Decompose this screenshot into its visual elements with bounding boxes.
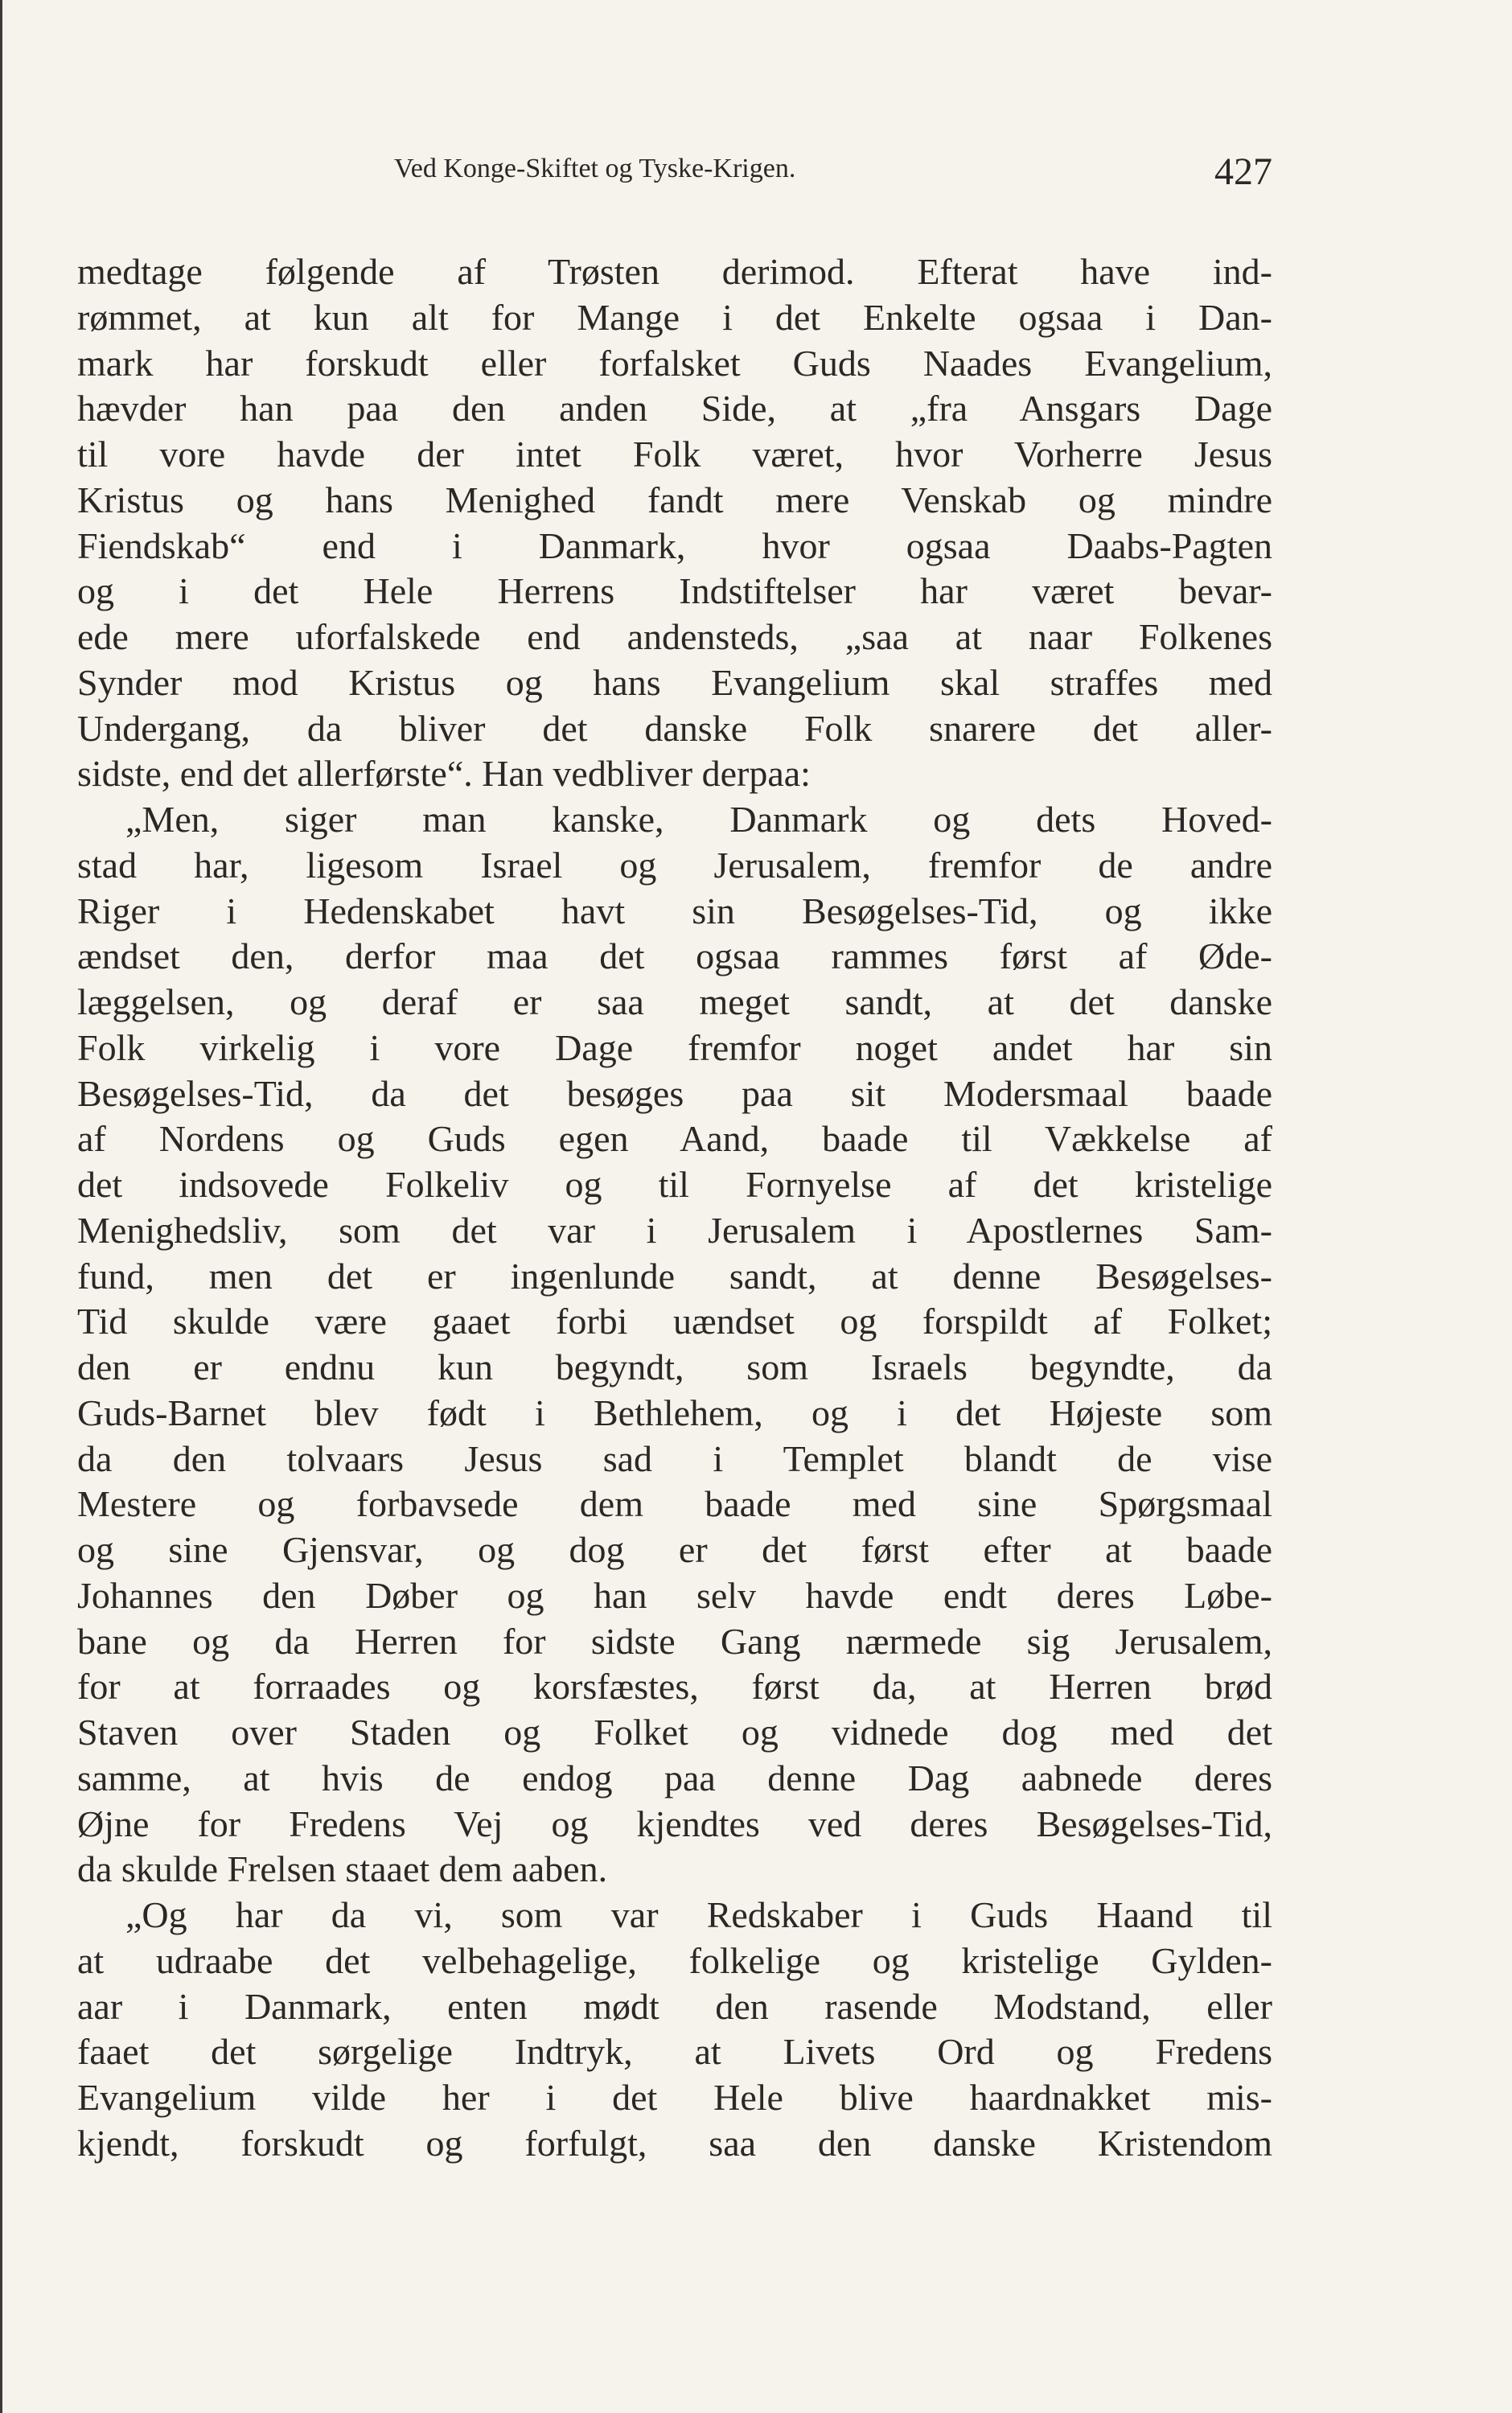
page-number: 427 bbox=[1214, 150, 1272, 193]
text-line: Besøgelses-Tid, da det besøges paa sit Modersmaal baade bbox=[77, 1072, 1272, 1114]
text-line: bane og da Herren for sidste Gang nærmede sig Jerusalem, bbox=[77, 1620, 1272, 1662]
text-line: sidste, end det allerførste“. Han vedbliver derpaa: bbox=[77, 753, 811, 795]
text-line: da skulde Frelsen staaet dem aaben. bbox=[77, 1848, 608, 1890]
text-line: faaet det sørgelige Indtryk, at Livets Ord og Fredens bbox=[77, 2031, 1272, 2073]
text-line: hævder han paa den anden Side, at „fra Ansgars Dage bbox=[77, 388, 1272, 430]
text-line: stad har, ligesom Israel og Jerusalem, fremfor de andre bbox=[77, 844, 1272, 886]
body-text bbox=[77, 249, 1272, 2167]
text-line: Staven over Staden og Folket og vidnede dog med det bbox=[77, 1712, 1272, 1753]
text-line: Fiendskab“ end i Danmark, hvor ogsaa Daabs-Pagten bbox=[77, 524, 1272, 566]
page-header bbox=[77, 150, 1272, 209]
running-title: Ved Konge-Skiftet og Tyske-Krigen. bbox=[394, 154, 796, 183]
text-line: medtage følgende af Trøsten derimod. Efterat have ind- bbox=[77, 251, 1272, 292]
text-line: mark har forskudt eller forfalsket Guds Naades Evangelium, bbox=[77, 342, 1272, 384]
text-line: Guds-Barnet blev født i Bethlehem, og i det Højeste som bbox=[77, 1391, 1272, 1433]
text-line: samme, at hvis de endog paa denne Dag aabnede deres bbox=[77, 1757, 1272, 1798]
text-line: Riger i Hedenskabet havt sin Besøgelses-Tid, og ikke bbox=[77, 890, 1272, 931]
text-line: og sine Gjensvar, og dog er det først efter at baade bbox=[77, 1529, 1272, 1570]
paragraph-start-line: „Men, siger man kanske, Danmark og dets Hoved- bbox=[125, 799, 1272, 840]
text-line: Kristus og hans Menighed fandt mere Venskab og mindre bbox=[77, 479, 1272, 520]
text-line: det indsovede Folkeliv og til Fornyelse af det kristelige bbox=[77, 1164, 1272, 1205]
text-line: Johannes den Døber og han selv havde endt deres Løbe- bbox=[77, 1574, 1272, 1616]
text-line: fund, men det er ingenlunde sandt, at denne Besøgelses- bbox=[77, 1255, 1272, 1297]
text-line: Synder mod Kristus og hans Evangelium skal straffes med bbox=[77, 661, 1272, 703]
text-line: Mestere og forbavsede dem baade med sine Spørgsmaal bbox=[77, 1483, 1272, 1525]
text-line: kjendt, forskudt og forfulgt, saa den danske Kristendom bbox=[77, 2122, 1272, 2164]
text-line: læggelsen, og deraf er saa meget sandt, at det danske bbox=[77, 981, 1272, 1022]
text-line: ændset den, derfor maa det ogsaa rammes først af Øde- bbox=[77, 935, 1272, 977]
text-line: Øjne for Fredens Vej og kjendtes ved deres Besøgelses-Tid, bbox=[77, 1803, 1272, 1844]
text-line: Tid skulde være gaaet forbi uændset og forspildt af Folket; bbox=[77, 1301, 1272, 1342]
text-line: af Nordens og Guds egen Aand, baade til Vækkelse af bbox=[77, 1118, 1272, 1160]
text-line: at udraabe det velbehagelige, folkelige og kristelige Gylden- bbox=[77, 1939, 1272, 1981]
text-line: aar i Danmark, enten mødt den rasende Modstand, eller bbox=[77, 1985, 1272, 2027]
text-line: for at forraades og korsfæstes, først da, at Herren brød bbox=[77, 1666, 1272, 1708]
text-line: ede mere uforfalskede end andensteds, „saa at naar Folkenes bbox=[77, 616, 1272, 657]
text-line: Evangelium vilde her i det Hele blive haardnakket mis- bbox=[77, 2077, 1272, 2118]
text-line: Menighedsliv, som det var i Jerusalem i Apostlernes Sam- bbox=[77, 1209, 1272, 1251]
page-edge bbox=[0, 0, 2, 2413]
text-line: da den tolvaars Jesus sad i Templet blandt de vise bbox=[77, 1437, 1272, 1479]
text-line: til vore havde der intet Folk været, hvor Vorherre Jesus bbox=[77, 434, 1272, 475]
paragraph-start-line: „Og har da vi, som var Redskaber i Guds Haand til bbox=[125, 1894, 1272, 1935]
text-line: Undergang, da bliver det danske Folk snarere det aller- bbox=[77, 707, 1272, 749]
text-line: Folk virkelig i vore Dage fremfor noget andet har sin bbox=[77, 1026, 1272, 1068]
text-line: den er endnu kun begyndt, som Israels begyndte, da bbox=[77, 1346, 1272, 1387]
text-line: og i det Hele Herrens Indstiftelser har været bevar- bbox=[77, 570, 1272, 612]
text-line: rømmet, at kun alt for Mange i det Enkelte ogsaa i Dan- bbox=[77, 296, 1272, 338]
